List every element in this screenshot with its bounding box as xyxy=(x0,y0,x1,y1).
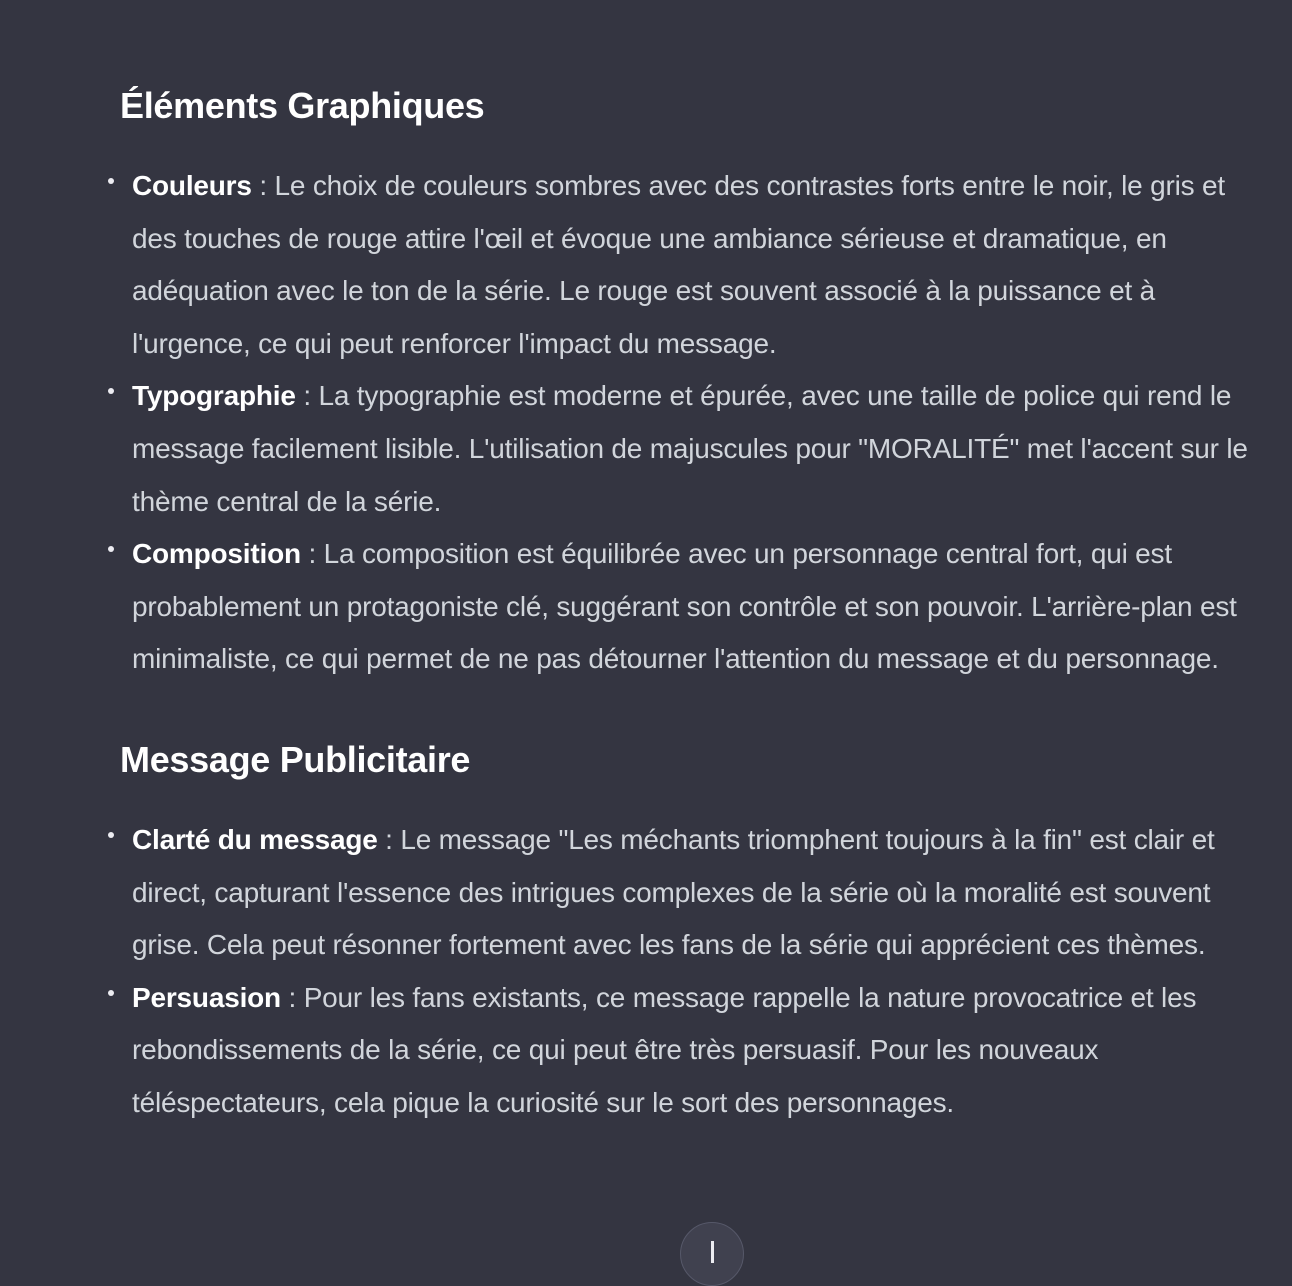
scroll-to-bottom-button[interactable] xyxy=(680,1222,744,1286)
section-title-message-publicitaire: Message Publicitaire xyxy=(120,738,471,780)
bullet-list xyxy=(120,814,1272,1130)
item-label: Couleurs xyxy=(132,170,252,201)
list-item xyxy=(120,370,1272,528)
bullet-icon xyxy=(108,388,114,394)
item-label: Persuasion xyxy=(132,981,281,1013)
item-text: : La composition est équilibrée avec un personnage central fort, qui est probablement un protagoniste clé, suggérant son contrôle et son pouvoir. L'arrière-plan est minimaliste, ce qui permet de ne pas détourner l'attention du message et du personnage. xyxy=(132,538,1237,675)
item-label: Clarté du message xyxy=(132,823,378,855)
assistant-message xyxy=(120,78,1272,1130)
list-item xyxy=(120,160,1272,370)
list-item xyxy=(120,528,1272,686)
arrow-down-icon xyxy=(711,1241,714,1263)
item-label: Typographie xyxy=(132,380,296,412)
item-label: Composition xyxy=(132,538,301,570)
list-item xyxy=(120,814,1272,972)
bullet-icon xyxy=(108,990,114,996)
section-title-elements-graphiques: Éléments Graphiques xyxy=(120,85,485,126)
item-text: : Pour les fans existants, ce message rappelle la nature provocatrice et les rebondissements de la série, ce qui peut être très persuasif. Pour les nouveaux téléspectateurs, cela pique la curiosité sur le sort des personnages. xyxy=(132,981,1197,1118)
item-text: : Le choix de couleurs sombres avec des contrastes forts entre le noir, le gris et des touches de rouge attire l'œil et évoque une ambiance sérieuse et dramatique, en adéquation avec le ton de la série. Le rouge est souvent associé à la puissance et à l'urgence, ce qui peut renforcer l'impact du message. xyxy=(132,170,1225,359)
bullet-icon xyxy=(108,178,114,184)
item-text: : Le message "Les méchants triomphent toujours à la fin" est clair et direct, capturant l'essence des intrigues complexes de la série où la moralité est souvent grise. Cela peut résonner fortement avec les fans de la série qui apprécient ces thèmes. xyxy=(132,823,1215,961)
bullet-icon xyxy=(108,832,114,838)
bullet-icon xyxy=(108,546,114,552)
list-item xyxy=(120,972,1272,1130)
bullet-list xyxy=(120,160,1272,686)
item-text: : La typographie est moderne et épurée, avec une taille de police qui rend le message facilement lisible. L'utilisation de majuscules pour "MORALITÉ" met l'accent sur le thème central de la série. xyxy=(132,380,1248,517)
